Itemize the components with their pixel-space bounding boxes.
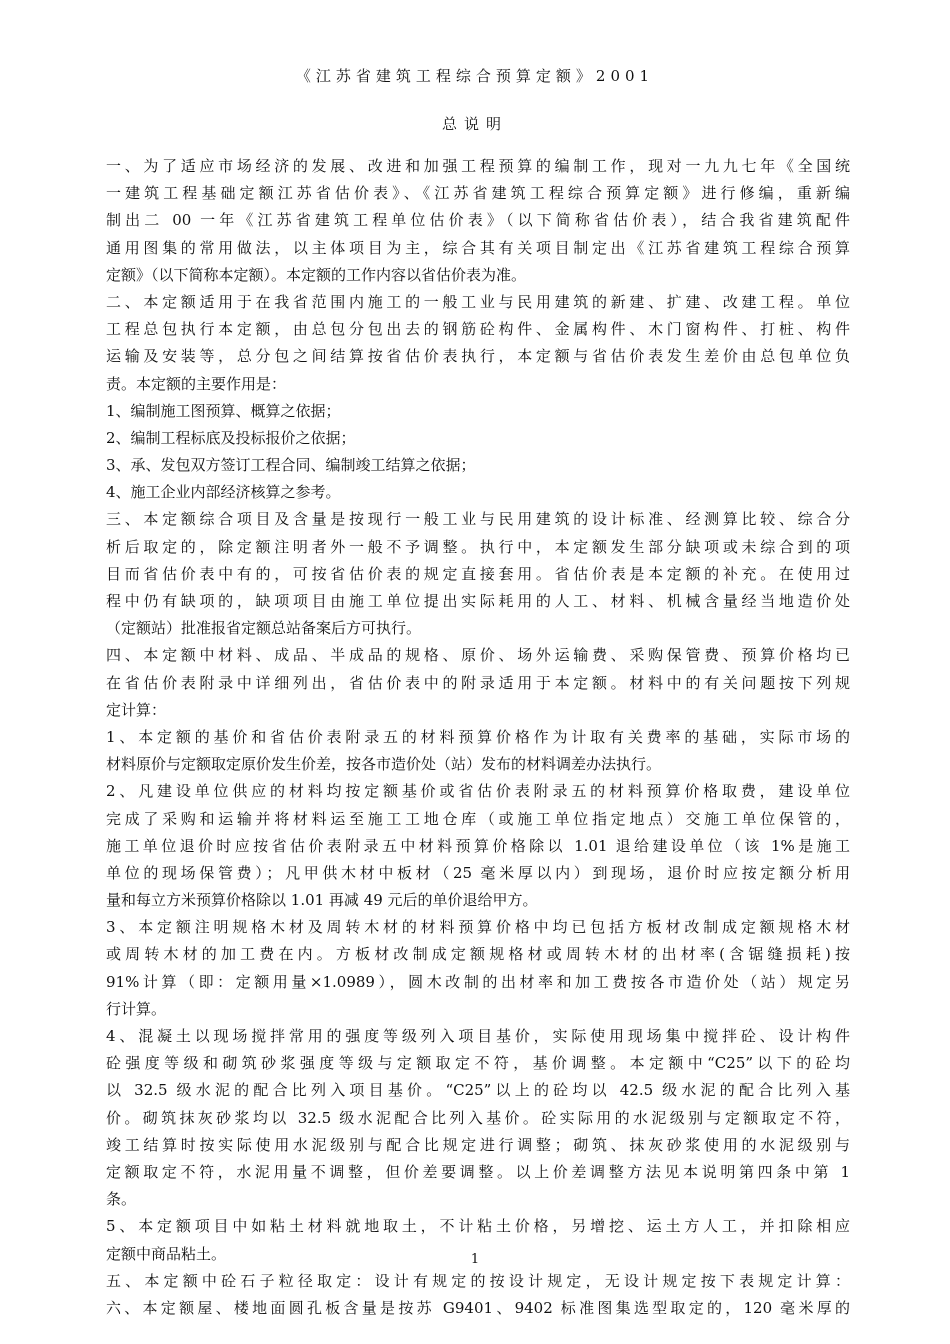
text-line: 定额》（以下简称本定额）。本定额的工作内容以省估价表为准。 [106, 265, 527, 284]
text-line: 5、本定额项目中如粘土材料就地取土，不计粘土价格，另增挖、运土方人工，并扣除相应 [106, 1217, 850, 1236]
text-line: 二、本定额适用于在我省范围内施工的一般工业与民用建筑的新建、扩建、改建工程。单位 [106, 292, 850, 311]
text-line: 4、施工企业内部经济核算之参考。 [106, 483, 341, 502]
text-line: 砼强度等级和砌筑砂浆强度等级与定额取定不符，基价调整。本定额中“C25”以下的砼均 [106, 1054, 850, 1073]
text-line: 竣工结算时按实际使用水泥级别与配合比规定进行调整；砌筑、抹灰砂浆使用的水泥级别与 [106, 1135, 850, 1154]
text-line: 1、本定额的基价和省估价表附录五的材料预算价格作为计取有关费率的基础，实际市场的 [106, 727, 850, 746]
text-line: 3、本定额注明规格木材及周转木材的材料预算价格中均已包括方板材改制成定额规格木材 [106, 918, 850, 937]
text-line: 2、凡建设单位供应的材料均按定额基价或省估价表附录五的材料预算价格取费，建设单位 [106, 782, 850, 801]
text-line: 定额中商品粘土。 [106, 1244, 227, 1263]
text-line: 4、混凝土以现场搅拌常用的强度等级列入项目基价，实际使用现场集中搅拌砼、设计构件 [106, 1027, 850, 1045]
text-line: 工程总包执行本定额，由总包分包出去的钢筋砼构件、金属构件、木门窗构件、打桩、构件 [106, 320, 850, 339]
text-line: 条。 [106, 1190, 137, 1209]
text-line: 四、本定额中材料、成品、半成品的规格、原价、场外运输费、采购保管费、预算价格均已 [106, 646, 850, 665]
text-line: 材料原价与定额取定原价发生价差，按各市造价处（站）发布的材料调差办法执行。 [106, 755, 662, 774]
text-line: 制出二 00 一年《江苏省建筑工程单位估价表》（以下简称省估价表），结合我省建筑配件 [106, 211, 850, 230]
text-line: 目而省估价表中有的，可按省估价表的规定直接套用。省估价表是本定额的补充。在使用过 [106, 564, 850, 583]
text-line: 完成了采购和运输并将材料运至施工工地仓库（或施工单位指定地点）交施工单位保管的， [106, 809, 850, 828]
section-heading: 总说明 [441, 115, 508, 133]
text-line: 1、编制施工图预算、概算之依据； [106, 401, 341, 420]
text-line: 在省估价表附录中详细列出，省估价表中的附录适用于本定额。材料中的有关问题按下列规 [106, 673, 850, 692]
text-line: 2、编制工程标底及投标报价之依据； [106, 428, 356, 447]
text-line: 施工单位退价时应按省估价表附录五中材料预算价格除以 1.01 退给建设单位（该 1%是施工 [106, 836, 850, 855]
text-line: 价。砌筑抹灰砂浆均以 32.5 级水泥配合比列入基价。砼实际用的水泥级别与定额取定不符， [106, 1108, 850, 1127]
text-line: 定计算： [106, 700, 167, 719]
text-line: 程中仍有缺项的，缺项项目由施工单位提出实际耗用的人工、材料、机械含量经当地造价处 [106, 592, 850, 610]
text-line: 91%计算（即：定额用量×1.0989），圆木改制的出材率和加工费按各市造价处（站）规定另 [106, 972, 850, 991]
text-line: 量和每立方米预算价格除以 1.01 再减 49 元后的单价退给甲方。 [106, 891, 538, 910]
text-line: 六、本定额屋、楼地面圆孔板含量是按苏 G9401、9402 标准图集选型取定的，120 毫米厚的 [106, 1298, 850, 1317]
document-body [106, 153, 850, 1322]
text-line: 3、承、发包双方签订工程合同、编制竣工结算之依据； [106, 456, 476, 475]
text-line: 五、本定额中砼石子粒径取定：设计有规定的按设计规定，无设计规定按下表规定计算： [106, 1271, 850, 1290]
text-line: 定额取定不符，水泥用量不调整，但价差要调整。以上价差调整方法见本说明第四条中第 1 [106, 1162, 850, 1181]
text-line: 一、为了适应市场经济的发展、改进和加强工程预算的编制工作，现对一九九七年《全国统 [106, 157, 850, 175]
text-line: （定额站）批准报省定额总站备案后方可执行。 [106, 619, 422, 638]
text-line: 责。本定额的主要作用是： [106, 374, 287, 393]
text-line: 单位的现场保管费）；凡甲供木材中板材（25 毫米厚以内）到现场，退价时应按定额分析用 [106, 863, 850, 882]
text-line: 通用图集的常用做法，以主体项目为主，综合其有关项目制定出《江苏省建筑工程综合预算 [106, 238, 850, 257]
text-line: 或周转木材的加工费在内。方板材改制成定额规格材或周转木材的出材率(含锯缝损耗)按 [106, 945, 850, 964]
text-line: 析后取定的，除定额注明者外一般不予调整。执行中，本定额发生部分缺项或未综合到的项 [106, 537, 850, 556]
text-line: 行计算。 [106, 999, 167, 1018]
text-line: 以 32.5 级水泥的配合比列入项目基价。“C25”以上的砼均以 42.5 级水泥的配合比列入基 [106, 1081, 850, 1100]
document-title: 《江苏省建筑工程综合预算定额》2001 [295, 67, 655, 85]
page-number: 1 [470, 1252, 480, 1267]
text-line: 运输及安装等，总分包之间结算按省估价表执行，本定额与省估价表发生差价由总包单位负 [106, 347, 850, 366]
text-line: 一建筑工程基础定额江苏省估价表》、《江苏省建筑工程综合预算定额》进行修编，重新编 [106, 184, 850, 203]
text-line: 三、本定额综合项目及含量是按现行一般工业与民用建筑的设计标准、经测算比较、综合分 [106, 510, 850, 529]
